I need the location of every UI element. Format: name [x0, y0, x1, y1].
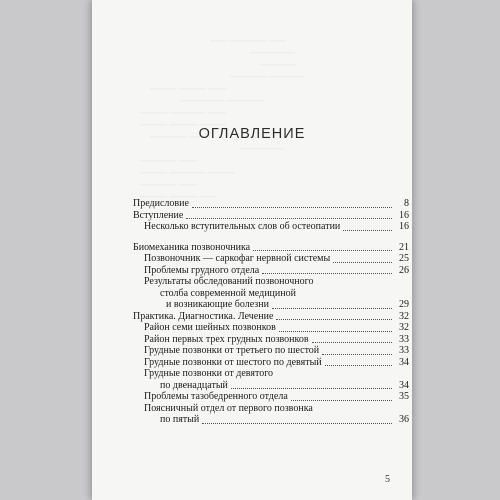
toc-entry[interactable] [133, 403, 409, 426]
dot-leader [325, 365, 392, 366]
table-of-contents [133, 198, 409, 426]
toc-page-number: 34 [399, 356, 409, 368]
toc-entry-text: и возникающие болезни [166, 299, 269, 310]
toc-page-number: 21 [399, 241, 409, 253]
toc-entry[interactable] [133, 210, 409, 222]
toc-entry-text: Вступление [133, 209, 184, 221]
toc-entry[interactable] [133, 276, 409, 311]
toc-entry-text: Грудные позвонки от девятого [144, 368, 274, 379]
toc-page-number: 26 [399, 264, 409, 276]
toc-page-number: 32 [399, 322, 409, 333]
toc-entry[interactable] [133, 242, 409, 254]
dot-leader [276, 319, 392, 320]
dot-leader [291, 400, 392, 401]
toc-page-number: 16 [399, 209, 409, 221]
toc-entry[interactable] [133, 391, 409, 403]
dot-leader [253, 250, 392, 251]
toc-page-number: 16 [399, 221, 409, 232]
toc-entry-text: Биомеханика позвоночника [133, 241, 251, 253]
dot-leader [333, 262, 392, 263]
toc-page-number: 25 [399, 253, 409, 264]
toc-page-number: 32 [399, 310, 409, 322]
toc-page-number: 29 [399, 299, 409, 310]
toc-entry-text: по двенадцатый [160, 379, 228, 391]
book-page [92, 0, 412, 500]
dot-leader [192, 207, 392, 208]
page-title: ОГЛАВЛЕНИЕ [198, 126, 306, 142]
toc-entry-text: Грудные позвонки от шестого по девятый [144, 356, 322, 368]
dot-leader [279, 331, 392, 332]
toc-entry-text: Несколько вступительных слов об остеопатии [144, 221, 341, 232]
toc-entry-text: Позвоночник — саркофаг нервной системы [144, 253, 331, 264]
toc-entry[interactable] [133, 334, 409, 346]
toc-entry[interactable] [133, 322, 409, 334]
toc-entry-text: столба современной медициной [160, 287, 296, 299]
dot-leader [231, 388, 392, 389]
toc-entry[interactable] [133, 311, 409, 323]
toc-page-number: 33 [399, 333, 409, 345]
toc-entry-text: Поясничный отдел от первого позвонка [144, 402, 313, 414]
toc-entry[interactable] [133, 253, 409, 265]
bleed-through-text: —— ———— —— ————— ———— ———— ———— ——— ——— —— ————— ———— ——— ———— —— ——— ——— ——— ———— —— ————— ———— —— ——— ———— ——— ———— —— ——— ——— —— [140, 35, 305, 201]
dot-leader [202, 423, 392, 424]
toc-entry[interactable] [133, 265, 409, 277]
toc-page-number: 35 [399, 391, 409, 402]
toc-entry-text: Предисловие [133, 198, 189, 209]
toc-entry-text: Проблемы грудного отдела [144, 264, 260, 276]
dot-leader [322, 354, 392, 355]
toc-entry[interactable] [133, 368, 409, 391]
toc-entry-text: Практика. Диагностика. Лечение [133, 310, 274, 322]
toc-entry-text: Результаты обследований позвоночного [144, 276, 314, 287]
toc-entry[interactable] [133, 221, 409, 233]
toc-page-number: 36 [399, 414, 409, 425]
page-number: 5 [385, 474, 390, 485]
toc-entry-text: Грудные позвонки от третьего по шестой [144, 345, 320, 356]
dot-leader [186, 218, 392, 219]
toc-entry[interactable] [133, 345, 409, 357]
toc-page-number: 8 [404, 198, 409, 209]
toc-entry-text: по пятый [160, 414, 200, 425]
toc-page-number: 34 [399, 379, 409, 391]
toc-entry-text: Район первых трех грудных позвонков [144, 333, 309, 345]
dot-leader [312, 342, 392, 343]
toc-entry-text: Проблемы тазобедренного отдела [144, 391, 288, 402]
toc-entry[interactable] [133, 198, 409, 210]
toc-entry-text: Район семи шейных позвонков [144, 322, 276, 333]
toc-entry[interactable] [133, 357, 409, 369]
toc-spacer [133, 233, 409, 242]
dot-leader [272, 308, 392, 309]
dot-leader [343, 230, 392, 231]
dot-leader [262, 273, 392, 274]
toc-page-number: 33 [399, 345, 409, 356]
